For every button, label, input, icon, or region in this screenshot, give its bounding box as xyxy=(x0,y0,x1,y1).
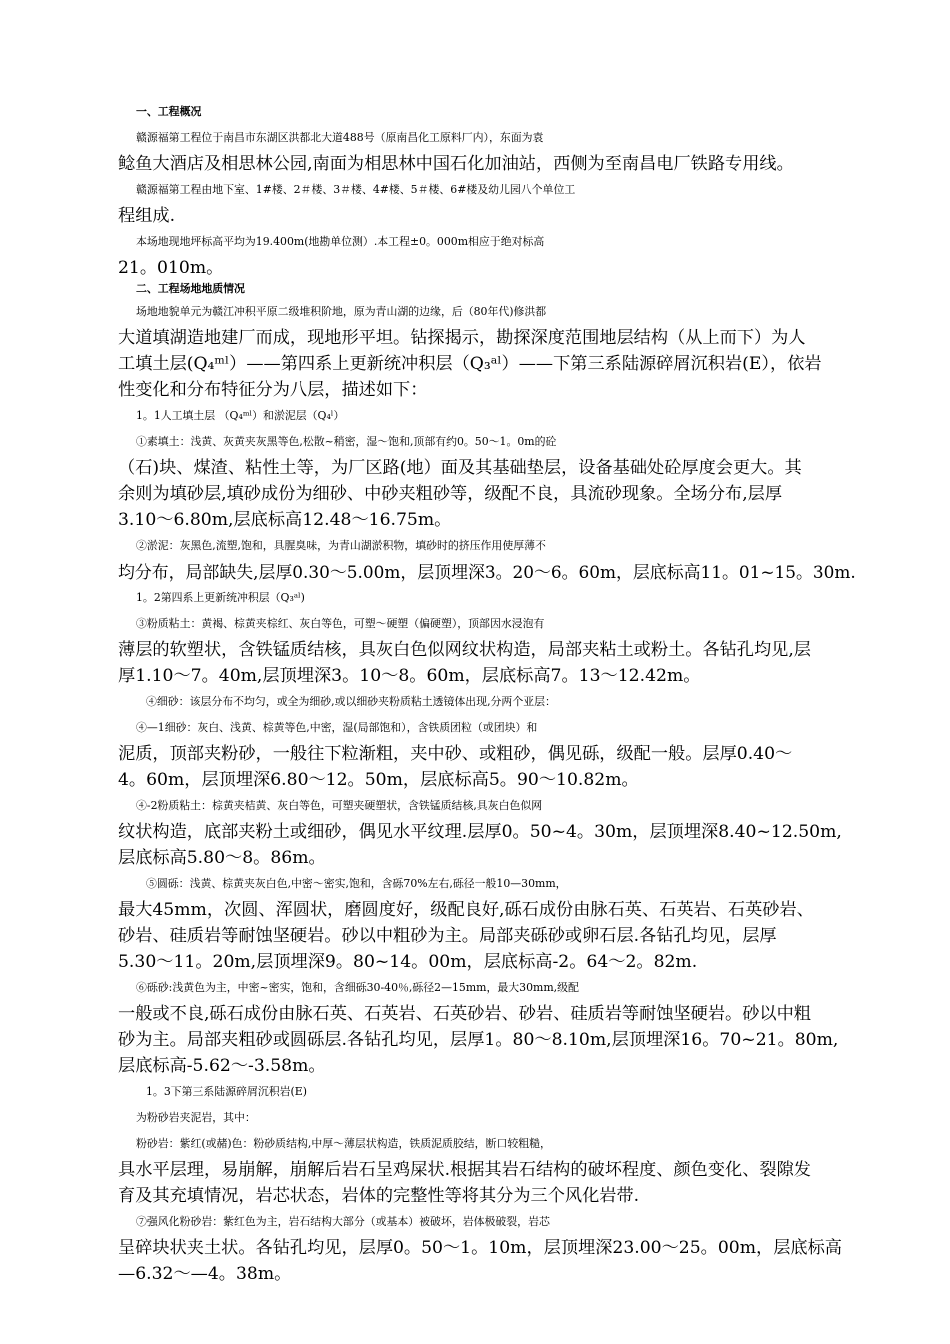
text-line: 余则为填砂层,填砂成份为细砂、中砂夹粗砂等，级配不良，具流砂现象。全场分布,层厚 xyxy=(118,484,783,504)
text-line: 一般或不良,砾石成份由脉石英、石英岩、石英砂岩、砂岩、硅质岩等耐蚀坚硬岩。砂以中粗 xyxy=(118,1004,811,1024)
text-line: 纹状构造，底部夹粉土或细砂，偶见水平纹理.层厚0。50~4。30m，层顶埋深8.40~12.50m, xyxy=(118,822,842,842)
text-line: 薄层的软塑状，含铁锰质结核，具灰白色似网纹状构造，局部夹粘土或粉土。各钻孔均见,层 xyxy=(118,640,811,660)
text-line: ⑥砾砂:浅黄色为主，中密~密实，饱和，含细砾30-40％,砾径2—15mm，最大30mm,级配 xyxy=(136,981,579,994)
text-line: 4。60m，层顶埋深6.80～12。50m，层底标高5。90～10.82m。 xyxy=(118,770,639,790)
text-line: 泥质，顶部夹粉砂，一般往下粒渐粗，夹中砂、或粗砂，偶见砾，级配一般。层厚0.40～ xyxy=(118,744,793,764)
text-line: 赣源福第工程由地下室、1#楼、2＃楼、3＃楼、4#楼、5＃楼、6#楼及幼儿园八个单位工 xyxy=(136,183,576,196)
text-line: 厚1.10～7。40m,层顶埋深3。10～8。60m，层底标高7。13～12.42m。 xyxy=(118,666,701,686)
text-line: 砂岩、硅质岩等耐蚀坚硬岩。砂以中粗砂为主。局部夹砾砂或卵石层.各钻孔均见，层厚 xyxy=(118,926,777,946)
text-line: 大道填湖造地建厂而成，现地形平坦。钻探揭示，勘探深度范围地层结构（从上而下）为人 xyxy=(118,328,806,348)
text-line: 场地地貌单元为赣江冲积平原二级堆积阶地，原为青山湖的边缘，后（80年代)修洪都 xyxy=(136,305,547,318)
text-line: ④-2粉质粘土：棕黄夹桔黄、灰白等色，可塑夹硬塑状，含铁锰质结核,具灰白色似网 xyxy=(136,799,543,812)
text-line: 鲶鱼大酒店及相思林公园,南面为相思林中国石化加油站，西侧为至南昌电厂铁路专用线。 xyxy=(118,154,794,174)
text-line: 1。3下第三系陆源碎屑沉积岩(E) xyxy=(146,1085,307,1098)
text-line: 层底标高-5.62～-3.58m。 xyxy=(118,1056,326,1076)
text-line: 程组成. xyxy=(118,206,176,226)
text-line: ④细砂：该层分布不均匀，或全为细砂,或以细砂夹粉质粘土透镜体出现,分两个亚层： xyxy=(146,695,556,708)
text-line: 最大45mm，次圆、浑圆状，磨圆度好，级配良好,砾石成份由脉石英、石英岩、石英砂岩、 xyxy=(118,900,814,920)
text-line: ①素填土：浅黄、灰黄夹灰黑等色,松散~稍密，湿～饱和,顶部有约0。50～1。0m的砼 xyxy=(136,435,557,448)
text-line: 呈碎块状夹土状。各钻孔均见，层厚0。50～1。10m，层顶埋深23.00～25。00m，层底标高 xyxy=(118,1238,842,1258)
text-line: ⑦强风化粉砂岩：紫红色为主，岩石结构大部分（或基本）被破坏，岩体极破裂，岩芯 xyxy=(136,1215,550,1228)
text-line: 1。1人工填土层 （Q₄ᵐˡ）和淤泥层（Q₄ˡ） xyxy=(136,409,345,422)
text-line: 5.30～11。20m,层顶埋深9。80~14。00m，层底标高-2。64～2。82m. xyxy=(118,952,698,972)
text-line: ③粉质粘土：黄褐、棕黄夹棕红、灰白等色，可塑～硬塑（偏硬塑），顶部因水浸泡有 xyxy=(136,617,545,630)
text-line: 具水平层理，易崩解，崩解后岩石呈鸡屎状.根据其岩石结构的破坏程度、颜色变化、裂隙发 xyxy=(118,1160,811,1180)
text-line: 均分布，局部缺失,层厚0.30～5.00m，层顶埋深3。20～6。60m，层底标高11。01~15。30m. xyxy=(118,562,856,582)
section-heading: 一、工程概况 xyxy=(136,105,202,118)
text-line: （石)块、煤渣、粘性土等，为厂区路(地）面及其基础垫层，设备基础处砼厚度会更大。其 xyxy=(118,458,802,478)
text-line: 育及其充填情况，岩芯状态，岩体的完整性等将其分为三个风化岩带. xyxy=(118,1186,640,1206)
text-line: 1。2第四系上更新统冲积层（Q₃ᵃˡ) xyxy=(136,591,305,604)
text-line: 粉砂岩：紫红(或赭)色：粉砂质结构,中厚～薄层状构造，铁质泥质胶结，断口较粗糙， xyxy=(136,1137,551,1150)
text-line: 工填土层(Q₄ᵐˡ）——第四系上更新统冲积层（Q₃ᵃˡ）——下第三系陆源碎屑沉积岩(E），依岩 xyxy=(118,354,822,374)
text-line: ⑤圆砾：浅黄、棕黄夹灰白色,中密～密实,饱和，含砾70%左右,砾径一般10—30mm， xyxy=(146,877,567,890)
text-line: 赣源福第工程位于南昌市东湖区洪都北大道488号（原南昌化工原料厂内），东面为袁 xyxy=(136,131,544,144)
text-line: ④—1细砂：灰白、浅黄、棕黄等色,中密，湿(局部饱和），含铁质团粒（或团块）和 xyxy=(136,721,538,734)
section-heading: 二、工程场地地质情况 xyxy=(136,282,245,295)
text-line: 21。010m。 xyxy=(118,258,224,278)
text-line: 层底标高5.80～8。86m。 xyxy=(118,848,326,868)
text-line: 砂为主。局部夹粗砂或圆砾层.各钻孔均见，层厚1。80～8.10m,层顶埋深16。70~21。80m, xyxy=(118,1030,839,1050)
text-line: ②淤泥：灰黑色,流塑,饱和，具腥臭味，为青山湖淤积物，填砂时的挤压作用使厚薄不 xyxy=(136,539,546,552)
text-line: 性变化和分布特征分为八层，描述如下： xyxy=(118,380,428,400)
text-line: —6.32～—4。38m。 xyxy=(118,1264,292,1284)
text-line: 3.10～6.80m,层底标高12.48～16.75m。 xyxy=(118,510,452,530)
text-line: 本场地现地坪标高平均为19.400m(地勘单位测）.本工程±0。000m相应于绝对标高 xyxy=(136,235,545,248)
text-line: 为粉砂岩夹泥岩，其中： xyxy=(136,1111,256,1124)
